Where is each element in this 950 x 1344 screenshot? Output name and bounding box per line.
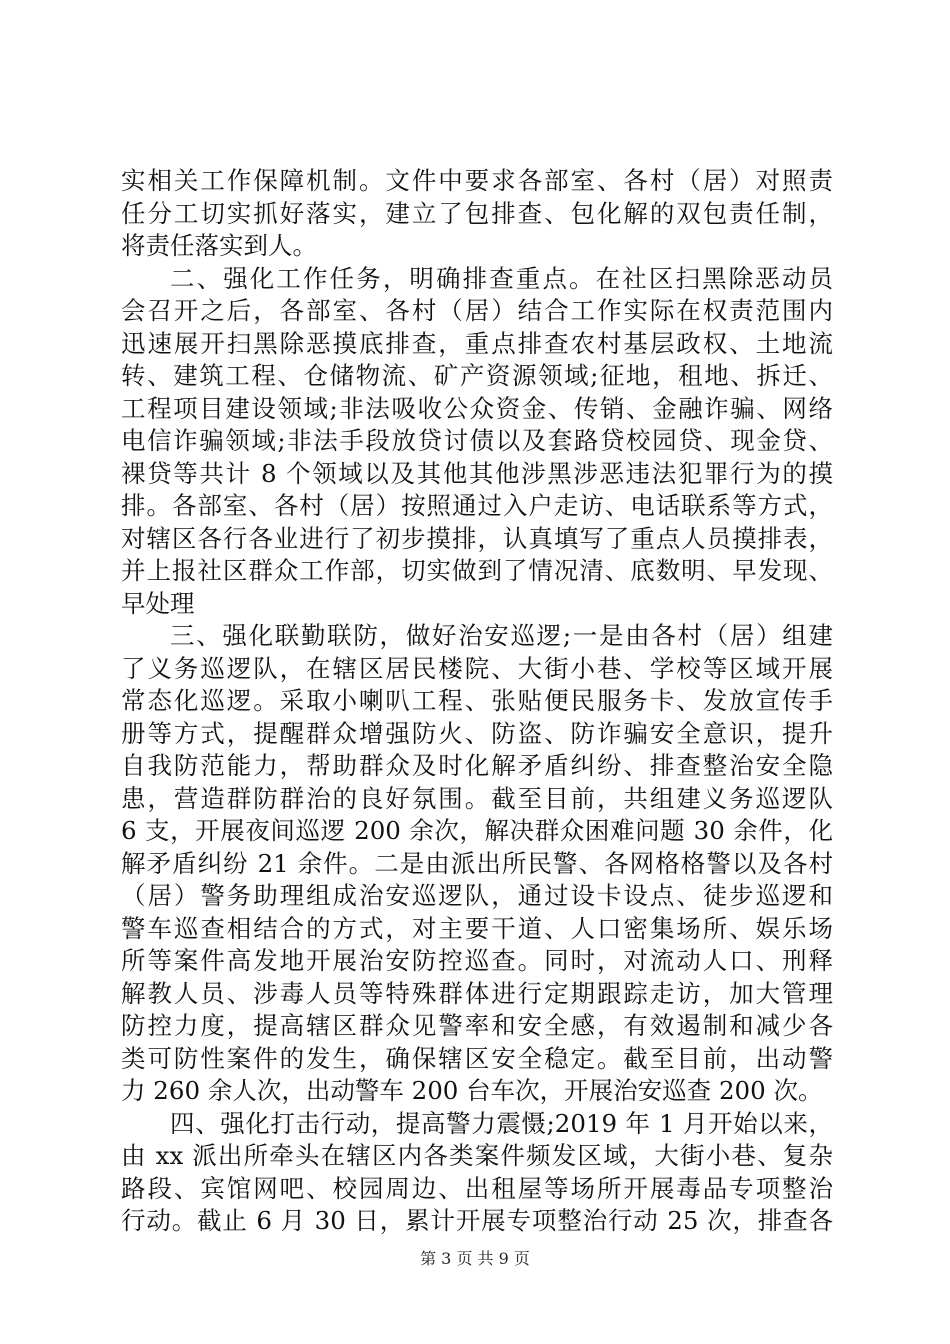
text-line: 实相关工作保障机制。文件中要求各部室、各村（居）对照责	[121, 166, 833, 195]
text-line: 自我防范能力，帮助群众及时化解矛盾纠纷、排查整治安全隐	[121, 751, 833, 780]
text-line: 了义务巡逻队，在辖区居民楼院、大街小巷、学校等区域开展	[121, 653, 833, 683]
text-line: 转、建筑工程、仓储物流、矿产资源领域;征地，租地、拆迁、	[121, 361, 833, 390]
text-line: 将责任落实到人。	[121, 231, 317, 260]
text-line: 所等案件高发地开展治安防控巡查。同时，对流动人口、刑释	[121, 946, 833, 975]
text-line: 路段、宾馆网吧、校园周边、出租屋等场所开展毒品专项整治	[121, 1173, 833, 1203]
document-body	[121, 165, 833, 1238]
text-line: 6 支，开展夜间巡逻 200 余次，解决群众困难问题 30 余件，化	[121, 816, 833, 845]
text-line: 常态化巡逻。采取小喇叭工程、张贴便民服务卡、发放宣传手	[121, 686, 833, 715]
text-line: 早处理	[121, 588, 195, 618]
text-line: 解矛盾纠纷 21 余件。二是由派出所民警、各网格格警以及各村	[121, 848, 833, 878]
text-line: 会召开之后，各部室、各村（居）结合工作实际在权责范围内	[121, 296, 833, 325]
text-line: 裸贷等共计 8 个领域以及其他其他涉黑涉恶违法犯罪行为的摸	[121, 458, 833, 488]
text-line: 四、强化打击行动，提高警力震慑;2019 年 1 月开始以来，	[170, 1108, 833, 1138]
text-line: 电信诈骗领域;非法手段放贷讨债以及套路贷校园贷、现金贷、	[121, 426, 833, 455]
text-line: 行动。截止 6 月 30 日，累计开展专项整治行动 25 次，排查各	[121, 1206, 833, 1235]
text-line: 警车巡查相结合的方式，对主要干道、人口密集场所、娱乐场	[121, 913, 833, 943]
text-line: 并上报社区群众工作部，切实做到了情况清、底数明、早发现、	[121, 556, 833, 585]
text-line: 对辖区各行各业进行了初步摸排，认真填写了重点人员摸排表，	[121, 523, 833, 553]
text-line: 迅速展开扫黑除恶摸底排查，重点排查农村基层政权、土地流	[121, 328, 833, 358]
text-line: 册等方式，提醒群众增强防火、防盗、防诈骗安全意识，提升	[121, 718, 833, 748]
text-line: 由 xx 派出所牵头在辖区内各类案件频发区域，大街小巷、复杂	[121, 1141, 833, 1170]
text-line: （居）警务助理组成治安巡逻队，通过设卡设点、徒步巡逻和	[121, 881, 833, 910]
text-line: 类可防性案件的发生，确保辖区安全稳定。截至目前，出动警	[121, 1043, 833, 1073]
text-line: 三、强化联勤联防，做好治安巡逻;一是由各村（居）组建	[170, 621, 833, 650]
text-line: 排。各部室、各村（居）按照通过入户走访、电话联系等方式，	[121, 491, 833, 520]
text-line: 二、强化工作任务，明确排查重点。在社区扫黑除恶动员	[170, 263, 833, 293]
text-line: 解教人员、涉毒人员等特殊群体进行定期跟踪走访，加大管理	[121, 978, 833, 1008]
text-line: 任分工切实抓好落实，建立了包排查、包化解的双包责任制，	[121, 198, 833, 228]
text-line: 患，营造群防群治的良好氛围。截至目前，共组建义务巡逻队	[121, 783, 833, 813]
text-line: 力 260 余人次，出动警车 200 台车次，开展治安巡查 200 次。	[121, 1076, 823, 1105]
text-line: 工程项目建设领域;非法吸收公众资金、传销、金融诈骗、网络	[121, 393, 833, 423]
text-line: 防控力度，提高辖区群众见警率和安全感，有效遏制和减少各	[121, 1011, 833, 1040]
page-footer: 第 3 页 共 9 页	[420, 1249, 530, 1268]
